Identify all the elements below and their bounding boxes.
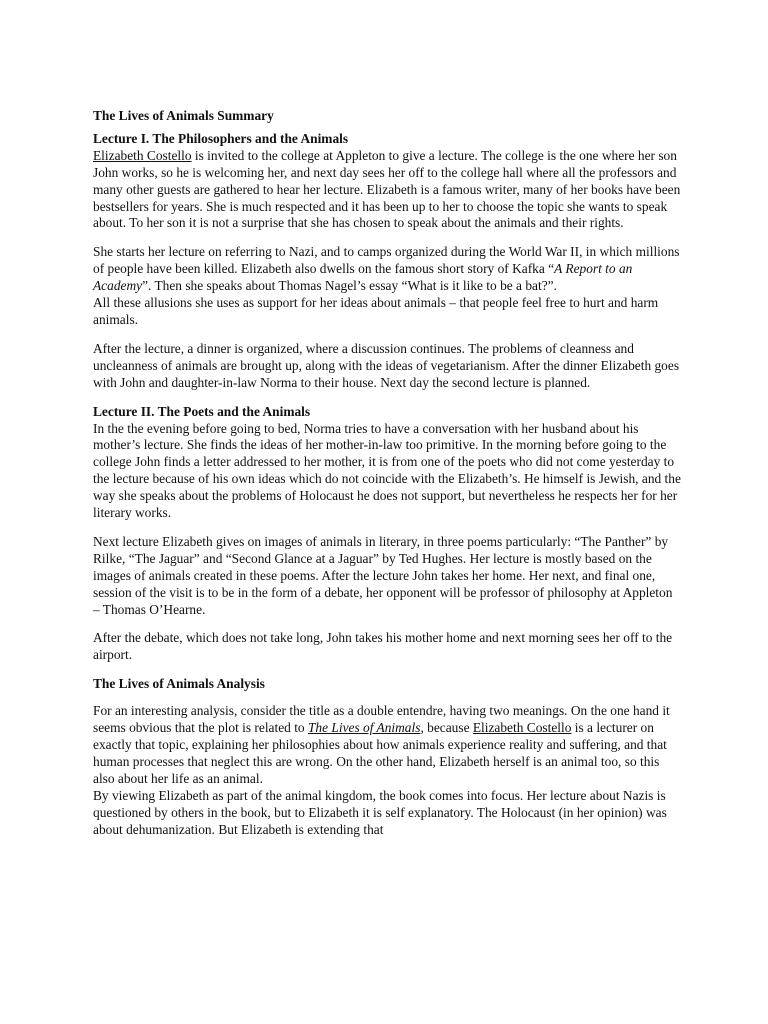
elizabeth-costello-link-2[interactable]: Elizabeth Costello <box>472 720 572 736</box>
analysis-paragraph-1-text-b: , because <box>420 720 473 736</box>
lecture2-paragraph-3: After the debate, which does not take long, John takes his mother home and next morning sees her off to the airport. <box>93 630 673 663</box>
analysis-paragraph-1-text-c: is a lecturer on exactly that topic, explaining her philosophies about how animals experience reality and suffering, and that human processes that neglect this are wrong. On the other hand, Elizabeth herself is an animal too, so this also about her life as an animal. <box>93 720 667 786</box>
lecture1-paragraph-2 <box>93 244 681 295</box>
lives-of-animals-link[interactable]: The Lives of Animals <box>307 720 421 736</box>
document-title: The Lives of Animals Summary <box>93 108 274 123</box>
analysis-paragraph-1 <box>93 703 681 788</box>
lecture1-paragraph-3: All these allusions she uses as support for her ideas about animals – that people feel free to hurt and harm animals. <box>93 295 659 327</box>
kafka-story-title: A Report to an Academy <box>93 261 633 294</box>
lecture1-paragraph-2-text-b: ”. Then she speaks about Thomas Nagel’s essay “What is it like to be a bat?”. <box>142 278 557 294</box>
lecture1-paragraph-4: After the lecture, a dinner is organized, where a discussion continues. The problems of cleanness and uncleanness of animals are brought up, along with the ideas of vegetarianism. After the dinner Elizabeth goes with John and daughter-in-law Norma to their house. Next day the second lecture is planned. <box>93 340 680 390</box>
lecture2-heading: Lecture II. The Poets and the Animals <box>93 403 311 419</box>
document-page <box>93 108 681 838</box>
lecture2-paragraph-1: In the the evening before going to bed, Norma tries to have a conversation with her husband about his mother’s lecture. She finds the ideas of her mother-in-law too primitive. In the morning before going to the college John finds a letter addressed to her mother, it is from one of the poets who did not come yesterday to the lecture because of his own ideas which do not coincide with the Elizabeth’s. He himself is Jewish, and the way she speaks about the problems of Holocaust he does not support, but nevertheless he respects her for her literary works. <box>93 420 681 521</box>
analysis-paragraph-1-text-a: For an interesting analysis, consider the title as a double entendre, having two meanings. On the one hand it seems obvious that the plot is related to <box>93 703 670 736</box>
lecture1-paragraph-2-text-a: She starts her lecture on referring to Nazi, and to camps organized during the World War II, in which millions of people have been killed. Elizabeth also dwells on the famous short story of Kafka “ <box>93 244 680 277</box>
lecture1-heading: Lecture I. The Philosophers and the Animals <box>93 130 349 146</box>
lecture1-paragraph-1-text: is invited to the college at Appleton to give a lecture. The college is the one where her son John works, so he is welcoming her, and next day sees her off to the college hall where all the professors and many other guests are gathered to hear her lecture. Elizabeth is a famous writer, many of her books have been bestsellers for years. She is much respected and it has been up to her to choose the topic she wants to speak about. To her son it is not a surprise that she has chosen to speak about the animals and their rights. <box>93 147 681 231</box>
lecture1-paragraph-1 <box>93 148 681 233</box>
elizabeth-costello-link[interactable]: Elizabeth Costello <box>93 147 192 163</box>
lecture2-paragraph-2: Next lecture Elizabeth gives on images of animals in literary, in three poems particularly: “The Panther” by Rilke, “The Jaguar” and “Second Glance at a Jaguar” by Ted Hughes. Her lecture is mostly based on the images of animals created in these poems. After the lecture John takes her home. Her next, and final one, session of the visit is to be in the form of a debate, her opponent will be professor of philosophy at Appleton – Thomas O’Hearne. <box>93 533 673 617</box>
analysis-paragraph-2: By viewing Elizabeth as part of the animal kingdom, the book comes into focus. Her lecture about Nazis is questioned by others in the book, but to Elizabeth it is self explanatory. The Holocaust (in her opinion) was about dehumanization. But Elizabeth is extending that <box>93 787 667 837</box>
analysis-heading: The Lives of Animals Analysis <box>93 676 265 692</box>
